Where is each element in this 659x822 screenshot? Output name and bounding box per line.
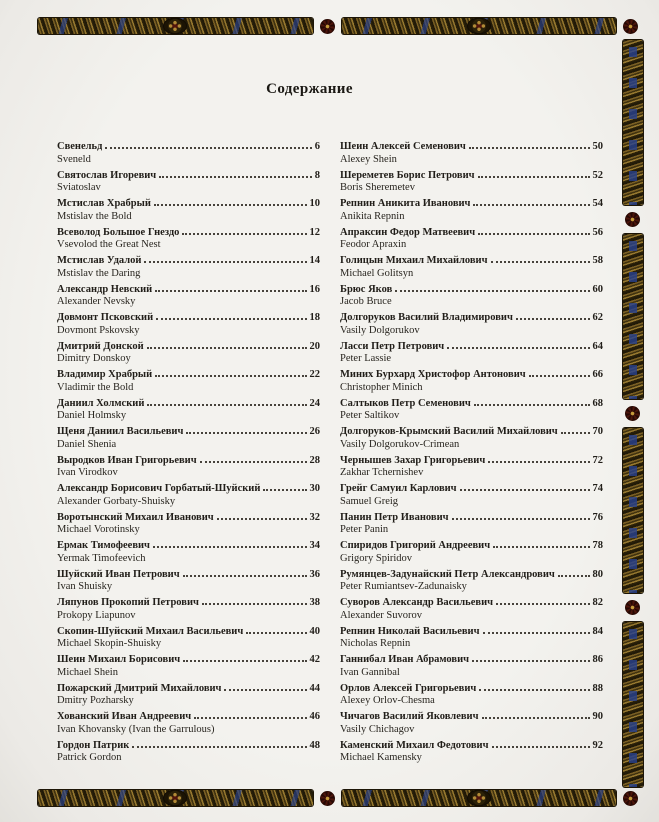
dot-leader [478, 176, 590, 178]
entry-page-number: 6 [314, 141, 320, 152]
entry-name-english: Alexander Gorbaty-Shuisky [57, 495, 176, 507]
entry-page-number: 20 [309, 340, 320, 352]
entry-name-russian: Пожарский Дмитрий Михайлович [57, 682, 222, 694]
entry-page-number: 36 [309, 568, 320, 580]
entry-name-english: Feodor Apraxin [340, 239, 407, 250]
toc-entry [57, 540, 320, 565]
entry-name-english: Ivan Virodkov [57, 467, 118, 478]
toc-entry [340, 512, 603, 537]
dot-leader [529, 375, 590, 377]
entry-name-russian: Долгоруков Василий Владимирович [340, 312, 513, 323]
entry-name-english: Alexey Shein [340, 153, 397, 165]
dot-leader [452, 518, 590, 520]
toc-column-left [57, 141, 320, 768]
entry-page-number: 8 [314, 169, 320, 181]
toc-column-right [340, 141, 603, 768]
dot-leader [479, 689, 589, 691]
entry-page-number: 70 [592, 426, 603, 437]
entry-page-number: 34 [309, 540, 320, 551]
entry-name-english: Sviatoslav [57, 182, 101, 193]
entry-name-english: Patrick Gordon [57, 752, 122, 763]
entry-name-russian: Свенельд [57, 141, 103, 152]
entry-name-english: Alexey Orlov-Chesma [340, 695, 435, 706]
toc-entry [340, 369, 603, 394]
entry-page-number: 32 [309, 511, 320, 523]
toc-entry [57, 198, 320, 223]
dot-leader [217, 518, 307, 520]
entry-name-russian: Даниил Холмский [57, 397, 145, 409]
toc-entry [57, 398, 320, 423]
toc-entry [340, 141, 603, 166]
entry-name-english: Ivan Gannibal [340, 666, 400, 678]
dot-leader [200, 461, 307, 463]
toc-entry [57, 312, 320, 337]
laurel-band-icon [623, 428, 643, 593]
entry-name-russian: Апраксин Федор Матвеевич [340, 226, 476, 238]
entry-name-russian: Панин Петр Иванович [340, 511, 449, 523]
dot-leader [202, 603, 307, 605]
dot-leader [194, 717, 306, 719]
entry-page-number: 74 [592, 483, 603, 494]
entry-name-russian: Воротынский Михаил Иванович [57, 511, 214, 523]
entry-page-number: 24 [309, 397, 320, 409]
dot-leader [224, 689, 306, 691]
toc-entry [340, 740, 603, 765]
toc-entry [57, 740, 320, 765]
entry-name-russian: Скопин-Шуйский Михаил Васильевич [57, 625, 244, 637]
dot-leader [460, 489, 590, 491]
dot-leader [558, 575, 590, 577]
entry-page-number: 78 [592, 540, 603, 551]
entry-name-english: Michael Skopin-Shuisky [57, 638, 162, 649]
dot-leader [493, 546, 589, 548]
entry-name-russian: Румянцев-Задунайский Петр Александрович [340, 568, 555, 580]
ornamental-border-bottom [38, 790, 638, 806]
dot-leader [516, 318, 590, 320]
entry-name-english: Vasily Chichagov [340, 723, 415, 735]
toc-entry [57, 255, 320, 280]
dot-leader [474, 404, 590, 406]
entry-page-number: 90 [592, 711, 603, 722]
toc-entry [340, 540, 603, 565]
toc-entry [57, 626, 320, 651]
toc-entry [57, 341, 320, 366]
laurel-band-icon [342, 18, 617, 34]
entry-name-english: Vasily Dolgorukov [340, 324, 420, 336]
entry-page-number: 68 [592, 397, 603, 409]
dot-leader [186, 432, 306, 434]
entry-name-english: Daniel Shenia [57, 438, 117, 450]
entry-name-russian: Довмонт Псковский [57, 312, 154, 323]
entry-name-russian: Александр Невский [57, 283, 153, 295]
dot-leader [147, 404, 306, 406]
medallion-icon [467, 790, 491, 807]
entry-page-number: 52 [592, 169, 603, 181]
toc-entry [57, 284, 320, 309]
entry-page-number: 12 [309, 226, 320, 238]
medallion-icon [467, 18, 491, 35]
toc-entry [57, 369, 320, 394]
entry-page-number: 58 [592, 255, 603, 266]
entry-name-russian: Мстислав Храбрый [57, 198, 151, 209]
entry-page-number: 28 [309, 454, 320, 466]
entry-name-russian: Александр Борисович Горбатый-Шуйский [57, 483, 261, 494]
entry-name-english: Sveneld [57, 153, 91, 165]
toc-entry [340, 483, 603, 508]
toc-entry [340, 711, 603, 736]
entry-name-english: Ivan Shuisky [57, 581, 113, 592]
entry-name-russian: Голицын Михаил Михайлович [340, 255, 488, 266]
entry-name-english: Michael Golitsyn [340, 267, 414, 279]
rosette-icon [623, 19, 638, 34]
entry-name-russian: Суворов Александр Васильевич [340, 597, 494, 608]
entry-name-russian: Всеволод Большое Гнездо [57, 226, 180, 238]
toc-entry [57, 455, 320, 480]
entry-name-english: Dmitry Pozharsky [57, 695, 134, 706]
entry-name-english: Zakhar Tchernishev [340, 467, 424, 478]
toc-entry [340, 341, 603, 366]
entry-name-english: Nicholas Repnin [340, 638, 411, 649]
dot-leader [144, 261, 306, 263]
page-title: Содержание [266, 81, 353, 97]
entry-name-russian: Салтыков Петр Семенович [340, 397, 471, 409]
entry-name-english: Yermak Timofeevich [57, 552, 146, 564]
entry-page-number: 60 [592, 283, 603, 295]
entry-name-russian: Шеин Михаил Борисович [57, 654, 181, 665]
entry-name-english: Mstislav the Daring [57, 267, 141, 279]
dot-leader [478, 233, 589, 235]
toc-entry [340, 312, 603, 337]
dot-leader [132, 746, 306, 748]
entry-name-english: Michael Kamensky [340, 752, 422, 763]
dot-leader [483, 632, 590, 634]
medallion-icon [163, 18, 187, 35]
entry-name-russian: Миних Бурхард Христофор Антонович [340, 369, 526, 380]
entry-name-russian: Ганнибал Иван Абрамович [340, 654, 470, 665]
entry-page-number: 38 [309, 597, 320, 608]
ornamental-border-right [622, 40, 643, 787]
entry-page-number: 18 [309, 312, 320, 323]
entry-page-number: 42 [309, 654, 320, 665]
entry-page-number: 26 [309, 426, 320, 437]
dot-leader [155, 375, 306, 377]
toc [57, 141, 603, 768]
toc-entry [57, 483, 320, 508]
dot-leader [182, 233, 306, 235]
entry-page-number: 10 [309, 198, 320, 209]
dot-leader [183, 660, 306, 662]
toc-entry [340, 398, 603, 423]
entry-page-number: 82 [592, 597, 603, 608]
toc-entry [340, 597, 603, 622]
entry-page-number: 50 [592, 141, 603, 152]
entry-page-number: 16 [309, 283, 320, 295]
entry-name-russian: Репнин Аникита Иванович [340, 198, 471, 209]
laurel-band-icon [38, 790, 313, 806]
entry-name-english: Jacob Bruce [340, 296, 392, 307]
entry-name-russian: Владимир Храбрый [57, 369, 153, 380]
entry-page-number: 92 [592, 739, 603, 751]
toc-entry [57, 227, 320, 252]
entry-page-number: 30 [309, 483, 320, 494]
entry-page-number: 22 [309, 369, 320, 380]
rosette-icon [625, 600, 640, 615]
entry-name-english: Alexander Suvorov [340, 609, 422, 621]
dot-leader [105, 147, 311, 149]
dot-leader [154, 204, 307, 206]
dot-leader [156, 318, 306, 320]
toc-entry [340, 654, 603, 679]
entry-page-number: 54 [592, 198, 603, 209]
entry-name-russian: Спиридов Григорий Андреевич [340, 540, 491, 551]
rosette-icon [625, 406, 640, 421]
entry-name-russian: Шуйский Иван Петрович [57, 568, 180, 580]
dot-leader [492, 746, 590, 748]
toc-entry [340, 569, 603, 594]
dot-leader [488, 461, 589, 463]
dot-leader [472, 660, 589, 662]
entry-name-russian: Ласси Петр Петрович [340, 340, 445, 352]
toc-entry [57, 569, 320, 594]
medallion-icon [163, 790, 187, 807]
toc-entry [57, 654, 320, 679]
toc-entry [340, 284, 603, 309]
dot-leader [469, 147, 590, 149]
entry-page-number: 56 [592, 226, 603, 238]
entry-page-number: 64 [592, 340, 603, 352]
entry-page-number: 44 [309, 682, 320, 694]
entry-name-english: Michael Vorotinsky [57, 524, 140, 535]
entry-page-number: 48 [309, 739, 320, 751]
entry-name-russian: Святослав Игоревич [57, 169, 157, 181]
entry-page-number: 84 [592, 625, 603, 637]
toc-entry [340, 255, 603, 280]
entry-name-russian: Хованский Иван Андреевич [57, 711, 192, 722]
entry-name-russian: Дмитрий Донской [57, 340, 144, 352]
rosette-icon [320, 791, 335, 806]
entry-name-english: Peter Lassie [340, 353, 392, 364]
entry-name-english: Samuel Greig [340, 495, 399, 507]
toc-entry [340, 683, 603, 708]
entry-name-russian: Выродков Иван Григорьевич [57, 454, 197, 466]
entry-name-english: Anikita Repnin [340, 210, 405, 222]
entry-page-number: 40 [309, 625, 320, 637]
dot-leader [496, 603, 589, 605]
entry-name-english: Dimitry Donskoy [57, 353, 131, 364]
ornamental-border-top [38, 18, 638, 34]
toc-entry [57, 683, 320, 708]
rosette-icon [625, 212, 640, 227]
dot-leader [246, 632, 306, 634]
toc-entry [57, 512, 320, 537]
entry-name-russian: Грейг Самуил Карлович [340, 483, 457, 494]
laurel-band-icon [623, 622, 643, 787]
entry-name-russian: Ермак Тимофеевич [57, 540, 150, 551]
laurel-band-icon [342, 790, 617, 806]
entry-name-english: Dovmont Pskovsky [57, 324, 140, 336]
entry-name-english: Vladimir the Bold [57, 381, 134, 393]
toc-entry [340, 170, 603, 195]
toc-entry [57, 426, 320, 451]
entry-name-english: Boris Sheremetev [340, 182, 415, 193]
rosette-icon [320, 19, 335, 34]
dot-leader [561, 432, 590, 434]
toc-entry [57, 141, 320, 166]
entry-name-russian: Орлов Алексей Григорьевич [340, 682, 477, 694]
entry-name-english: Michael Shein [57, 666, 118, 678]
entry-name-english: Alexander Nevsky [57, 296, 136, 307]
entry-name-english: Daniel Holmsky [57, 410, 127, 421]
entry-name-russian: Ляпунов Прокопий Петрович [57, 597, 199, 608]
dot-leader [473, 204, 589, 206]
entry-name-english: Christopher Minich [340, 381, 423, 393]
dot-leader [491, 261, 590, 263]
toc-entry [57, 711, 320, 736]
entry-name-english: Ivan Khovansky (Ivan the Garrulous) [57, 723, 215, 735]
entry-name-russian: Шереметев Борис Петрович [340, 169, 475, 181]
entry-page-number: 14 [309, 255, 320, 266]
entry-name-english: Peter Panin [340, 524, 389, 535]
toc-entry [340, 455, 603, 480]
dot-leader [263, 489, 306, 491]
laurel-band-icon [623, 234, 643, 399]
entry-page-number: 88 [592, 682, 603, 694]
entry-page-number: 66 [592, 369, 603, 380]
entry-name-russian: Брюс Яков [340, 283, 393, 295]
dot-leader [482, 717, 590, 719]
entry-name-english: Mstislav the Bold [57, 210, 132, 222]
entry-name-russian: Гордон Патрик [57, 739, 130, 751]
entry-page-number: 72 [592, 454, 603, 466]
toc-entry [340, 227, 603, 252]
toc-entry [57, 170, 320, 195]
entry-name-russian: Чичагов Василий Яковлевич [340, 711, 479, 722]
entry-name-english: Prokopy Liapunov [57, 609, 136, 621]
dot-leader [159, 176, 312, 178]
entry-page-number: 76 [592, 511, 603, 523]
dot-leader [155, 290, 306, 292]
toc-entry [340, 426, 603, 451]
dot-leader [395, 290, 589, 292]
laurel-band-icon [38, 18, 313, 34]
entry-page-number: 62 [592, 312, 603, 323]
dot-leader [183, 575, 307, 577]
laurel-band-icon [623, 40, 643, 205]
dot-leader [447, 347, 589, 349]
entry-name-russian: Долгоруков-Крымский Василий Михайлович [340, 426, 558, 437]
entry-name-english: Peter Rumiantsev-Zadunaisky [340, 581, 467, 592]
entry-page-number: 80 [592, 568, 603, 580]
rosette-icon [623, 791, 638, 806]
toc-entry [57, 597, 320, 622]
entry-name-russian: Шеин Алексей Семенович [340, 141, 466, 152]
entry-page-number: 86 [592, 654, 603, 665]
entry-page-number: 46 [309, 711, 320, 722]
entry-name-russian: Чернышев Захар Григорьевич [340, 454, 486, 466]
entry-name-english: Vsevolod the Great Nest [57, 239, 161, 250]
toc-entry [340, 198, 603, 223]
dot-leader [147, 347, 307, 349]
entry-name-russian: Каменский Михаил Федотович [340, 739, 489, 751]
entry-name-english: Vasily Dolgorukov-Crimean [340, 438, 460, 450]
entry-name-russian: Репнин Николай Васильевич [340, 625, 480, 637]
dot-leader [153, 546, 307, 548]
entry-name-russian: Щеня Даниил Васильевич [57, 426, 184, 437]
toc-entry [340, 626, 603, 651]
entry-name-english: Grigory Spiridov [340, 552, 413, 564]
entry-name-english: Peter Saltikov [340, 410, 400, 421]
entry-name-russian: Мстислав Удалой [57, 255, 142, 266]
